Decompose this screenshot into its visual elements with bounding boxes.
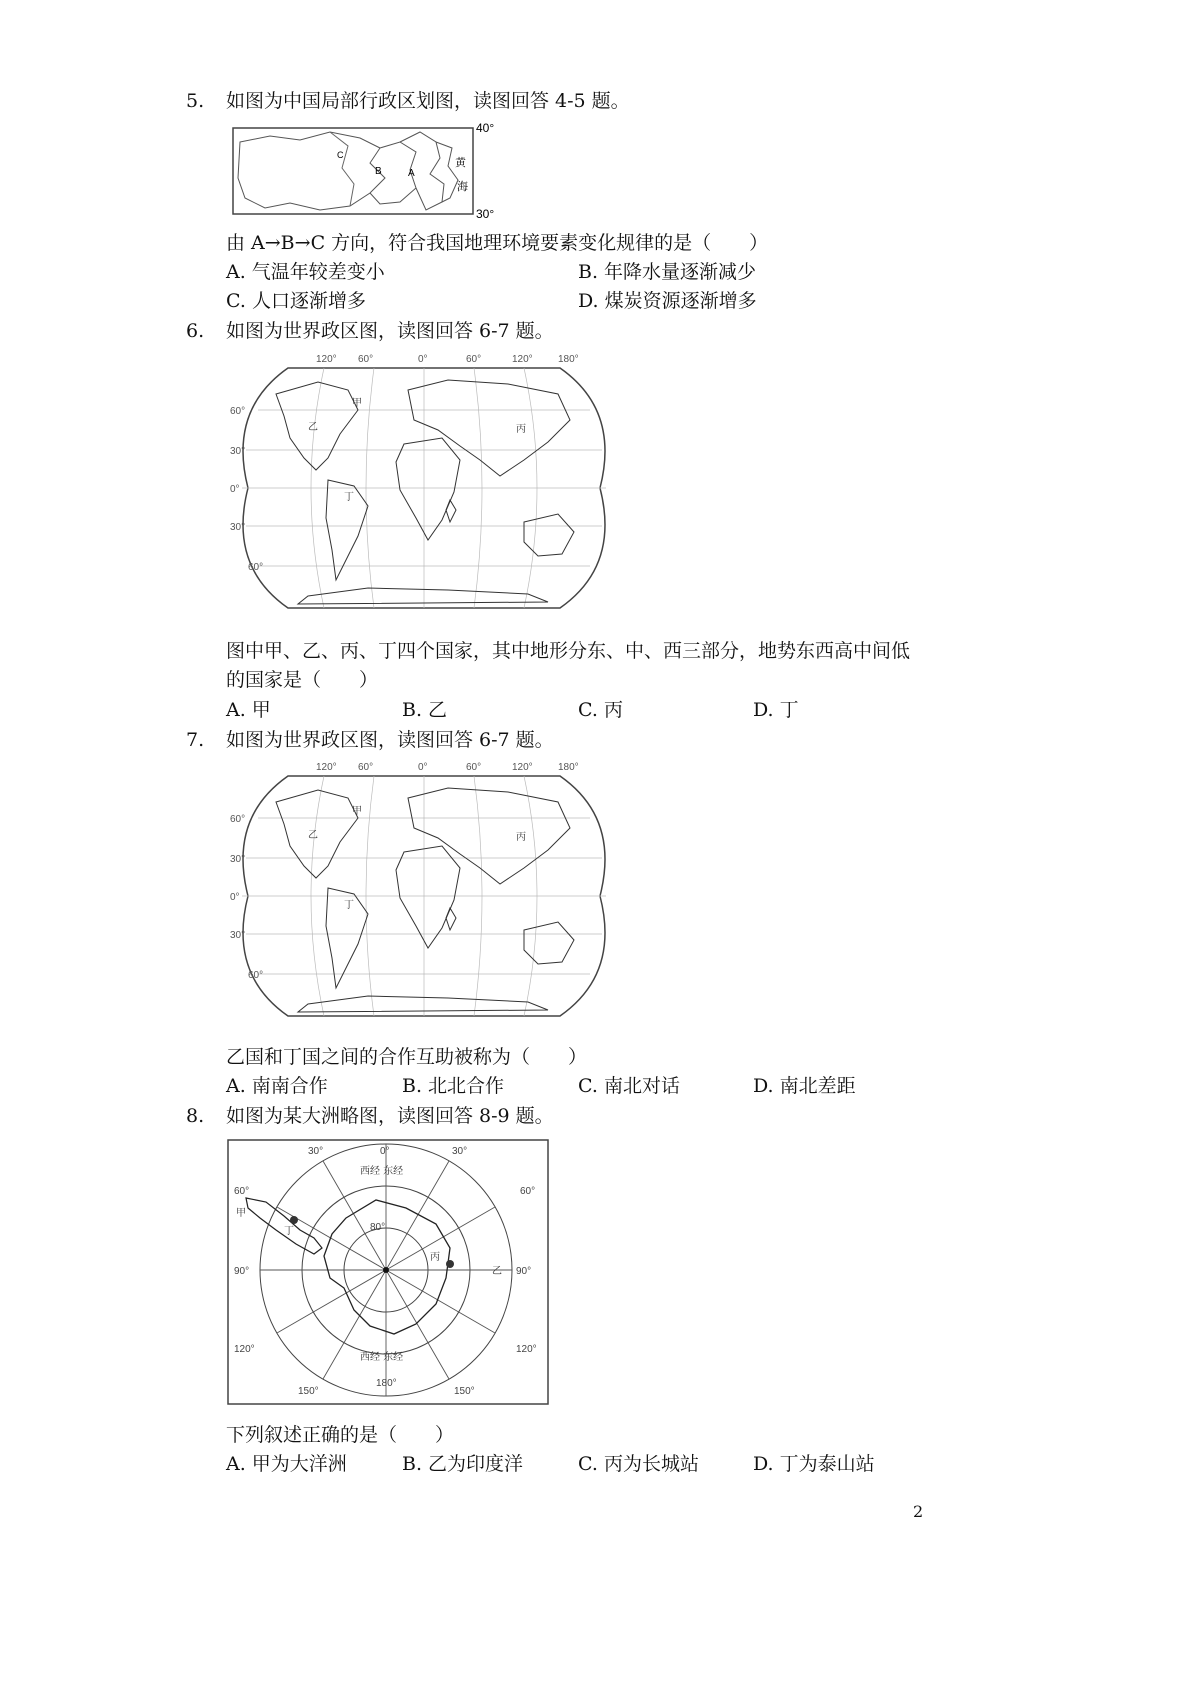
country-label-ding: 丁 [344,492,354,503]
question-number: 8. [186,1105,205,1127]
lon-label: 180° [558,354,579,365]
lat-label-30: 30° [476,207,495,221]
option-c: C. 丙为长城站 [578,1453,699,1475]
deg-label-180: 180° [376,1378,397,1389]
country-label-bing: 丙 [516,424,526,435]
deg-label-30e: 30° [452,1146,468,1157]
country-label-ding: 丁 [344,900,354,911]
lon-label: 120° [316,354,337,365]
lat-label: 30° [230,446,246,457]
lat-label: 60° [248,562,264,573]
question-stem: 如图为世界政区图，读图回答 6-7 题。 [226,320,554,342]
map-label-b: B [375,166,382,177]
option-a: A. 南南合作 [226,1075,328,1097]
deg-label-0: 0° [380,1146,390,1157]
deg-label-60e: 60° [520,1186,536,1197]
lon-label: 120° [512,762,533,773]
lon-label: 180° [558,762,579,773]
question-text: 下列叙述正确的是（ ） [226,1424,455,1446]
page-number: 2 [913,1502,924,1521]
map-label-a: A [408,168,415,179]
question-text: 图中甲、乙、丙、丁四个国家，其中地形分东、中、西三部分，地势东西高中间低 [226,640,911,662]
option-a: A. 甲为大洋洲 [226,1453,347,1475]
label-yi: 乙 [492,1266,502,1277]
deg-label-80: 80° [370,1222,386,1233]
lat-label: 30° [230,930,246,941]
question-number: 7. [186,729,205,751]
option-a: A. 甲 [226,699,271,721]
deg-label-90e: 90° [516,1266,532,1277]
lon-label: 120° [512,354,533,365]
label-jia: 甲 [236,1208,246,1219]
lon-label: 60° [466,762,482,773]
country-label-jia: 甲 [352,806,362,817]
country-label-yi: 乙 [308,830,318,841]
question-stem: 如图为世界政区图，读图回答 6-7 题。 [226,729,554,751]
lat-label: 60° [248,970,264,981]
option-b: B. 乙为印度洋 [402,1453,524,1475]
question-text-cont: 的国家是（ ） [226,669,379,691]
lon-label: 0° [418,354,428,365]
lon-label: 120° [316,762,337,773]
lon-label: 0° [418,762,428,773]
label-bing: 丙 [430,1252,440,1263]
country-label-jia: 甲 [352,398,362,409]
option-d: D. 煤炭资源逐渐增多 [578,290,757,312]
deg-label-150w: 150° [298,1386,319,1397]
label-ding: 丁 [284,1226,294,1237]
deg-label-150e: 150° [454,1386,475,1397]
map-label-sea1: 黄 [455,156,466,169]
question-text: 由 A→B→C 方向，符合我国地理环境要素变化规律的是（ ） [226,232,769,254]
option-a: A. 气温年较差变小 [226,261,385,283]
lon-label: 60° [358,354,374,365]
deg-label-120w: 120° [234,1344,255,1355]
question-stem: 如图为中国局部行政区划图，读图回答 4-5 题。 [226,90,630,112]
option-d: D. 丁 [753,699,799,721]
option-d: D. 南北差距 [753,1075,856,1097]
option-c: C. 人口逐渐增多 [226,290,366,312]
option-b: B. 北北合作 [402,1075,505,1097]
lon-label: 60° [358,762,374,773]
country-label-bing: 丙 [516,832,526,843]
lat-label-40: 40° [476,121,495,135]
china-region-map [230,118,510,222]
lat-label: 30° [230,522,246,533]
lat-label: 30° [230,854,246,865]
deg-label-60w: 60° [234,1186,250,1197]
hemisphere-label-bottom: 西经 东经 [360,1352,404,1363]
hemisphere-label-top: 西经 东经 [360,1166,404,1177]
deg-label-30w: 30° [308,1146,324,1157]
lat-label: 0° [230,484,240,495]
option-b: B. 年降水量逐渐减少 [578,261,757,283]
option-c: C. 丙 [578,699,623,721]
country-label-yi: 乙 [308,422,318,433]
lon-label: 60° [466,354,482,365]
lat-label: 60° [230,406,246,417]
map-label-c: C [337,150,344,160]
lat-label: 60° [230,814,246,825]
option-d: D. 丁为泰山站 [753,1453,875,1475]
question-text: 乙国和丁国之间的合作互助被称为（ ） [226,1046,588,1068]
question-stem: 如图为某大洲略图，读图回答 8-9 题。 [226,1105,554,1127]
option-b: B. 乙 [402,699,448,721]
question-number: 6. [186,320,205,342]
option-c: C. 南北对话 [578,1075,680,1097]
world-political-map [228,758,620,1034]
map-label-sea2: 海 [457,180,468,193]
question-number: 5. [186,90,205,112]
world-political-map [228,350,620,626]
deg-label-120e: 120° [516,1344,537,1355]
antarctica-map [226,1138,550,1406]
deg-label-90w: 90° [234,1266,250,1277]
lat-label: 0° [230,892,240,903]
